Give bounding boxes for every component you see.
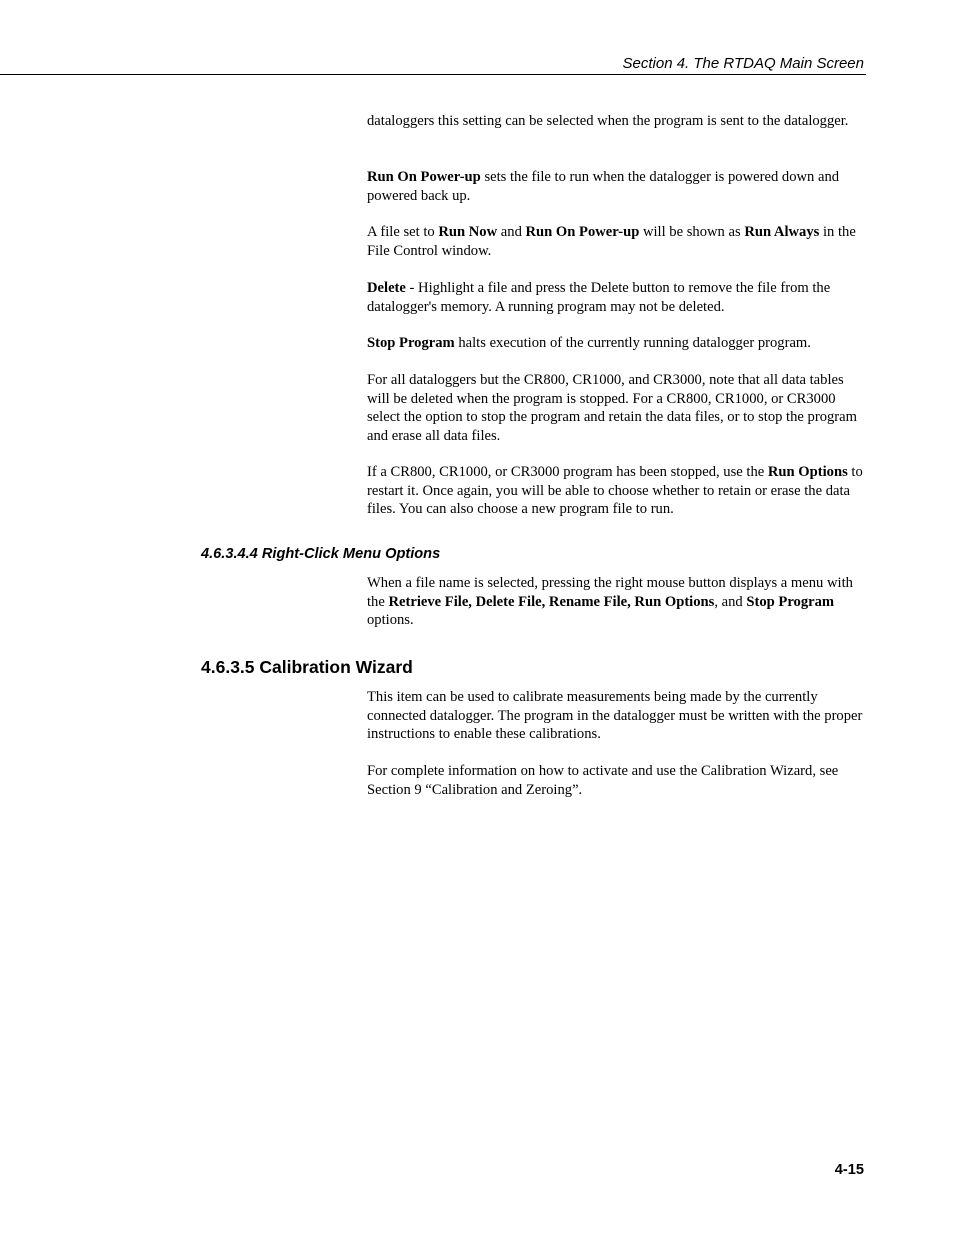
text-span: to restart it. Once again, you will be able to choose whether to retain or erase the data files. You can also choose a new program file to run. [367,464,863,518]
text-span: This item can be used to calibrate measurements being made by the currently connected datalogger. The program in the datalogger must be written with the proper instructions to enable these calibrations. [367,689,863,743]
bold-term: Stop Program [746,593,835,610]
paragraph-upload-setting [367,112,867,131]
bold-term: Run On Power-up [367,169,481,185]
heading-calibration-wizard: 4.6.3.5 Calibration Wizard [201,657,413,677]
text-span: in the File Control window. [367,224,856,259]
page-number: 4-15 [834,1162,864,1178]
bold-term: Retrieve File, Delete File, Rename File, Run Options [388,593,715,610]
bold-term: Delete [367,280,406,296]
heading-right-click-menu-options: 4.6.3.4.4 Right-Click Menu Options [201,546,441,562]
text-span: For all dataloggers but the CR800, CR1000, and CR3000, note that all data tables will be deleted when the program is stopped. For a CR800, CR1000, or CR3000 select the option to stop the program and retain the data files, or to stop the program and erase all data files. [367,372,857,444]
paragraph-delete [367,279,867,316]
text-span: A file set to [367,224,439,240]
text-span: halts execution of the currently running datalogger program. [454,335,811,351]
header-rule [0,74,866,75]
paragraph-calibration-reference [367,762,867,799]
paragraph-right-click-menu [367,574,867,630]
paragraph-calibration-intro [367,688,867,744]
paragraph-data-tables [367,371,867,445]
bold-term: Stop Program [367,335,455,351]
text-span: and [497,224,526,240]
text-span: For complete information on how to activate and use the Calibration Wizard, see Section 9 “Calibration and Zeroing”. [367,763,839,798]
text-span: dataloggers this setting can be selected when the program is sent to the datalogger. [367,113,849,129]
text-span: sets the file to run when the datalogger is powered down and powered back up. [367,169,840,204]
bold-term: Run Options [767,464,848,480]
bold-term: Run Always [744,224,820,240]
paragraph-stop-program [367,334,867,353]
text-span: When a file name is selected, pressing the right mouse button displays a menu with the [367,575,853,610]
running-header: Section 4. The RTDAQ Main Screen [622,55,864,72]
text-span: options. [367,612,414,629]
text-span: If a CR800, CR1000, or CR3000 program has been stopped, use the [367,464,768,480]
text-span: , and [714,593,747,610]
paragraph-run-options [367,463,867,519]
text-span: - Highlight a file and press the Delete button to remove the file from the datalogger's memory. A running program may not be deleted. [367,280,831,315]
bold-term: Run On Power-up [525,224,640,240]
bold-term: Run Now [438,224,498,240]
text-span: will be shown as [639,224,745,240]
paragraph-run-on-power-up [367,168,867,205]
paragraph-run-always [367,223,867,260]
